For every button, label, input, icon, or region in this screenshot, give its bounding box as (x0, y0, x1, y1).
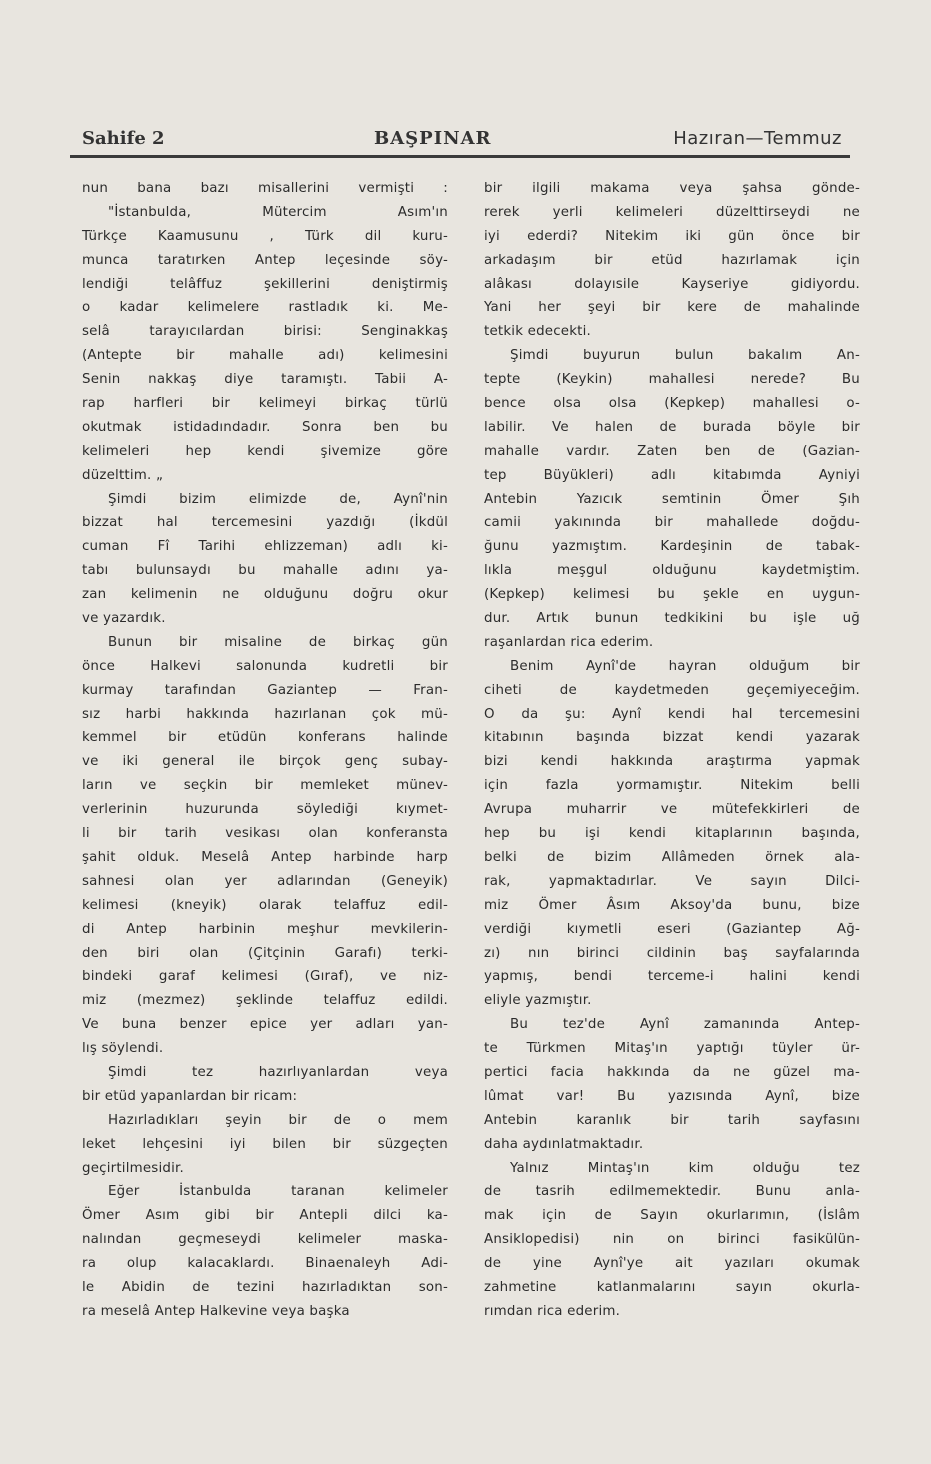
text-line: cuman Fî Tarihi ehlizzeman) adlı ki- (82, 539, 448, 555)
text-line: kemmel bir etüdün konferans halinde (82, 730, 448, 746)
text-line: nalından geçmeseydi kelimeler maska- (82, 1232, 448, 1248)
issue-date: Hazıran—Temmuz (673, 128, 842, 149)
text-line: tetkik edecekti. (484, 324, 591, 340)
text-line: arkadaşım bir etüd hazırlamak için (484, 252, 860, 268)
header-rule (70, 155, 850, 158)
text-line: (Kepkep) kelimesi bu şekle en uygun- (484, 587, 860, 603)
page-header (82, 128, 842, 154)
text-line: Ömer Asım gibi bir Antepli dilci ka- (82, 1208, 448, 1224)
text-line: o kadar kelimelere rastladık ki. Me- (82, 300, 448, 316)
text-line: Hazırladıkları şeyin bir de o mem (108, 1112, 448, 1128)
text-line: önce Halkevi salonunda kudretli bir (82, 658, 448, 674)
text-line: di Antep harbinin meşhur mevkilerin- (82, 921, 448, 937)
text-line: te Türkmen Mitaş'ın yaptığı tüyler ür- (484, 1041, 860, 1057)
text-line: zan kelimenin ne olduğunu doğru okur (82, 587, 448, 603)
text-line: O da şu: Aynî kendi hal tercemesini (484, 706, 860, 722)
text-line: ciheti de kaydetmeden geçemiyeceğim. (484, 682, 860, 698)
text-line: Ve buna benzer epice yer adları yan- (82, 1017, 448, 1033)
text-line: kelimesi (kneyik) olarak telaffuz edil- (82, 897, 448, 913)
text-line: nun bana bazı misallerini vermişti : (82, 181, 448, 196)
text-line: lendiği telâffuz şekillerini deniştirmiş (82, 276, 448, 292)
text-line: belki de bizim Allâmeden örnek ala- (484, 849, 860, 865)
text-line: munca taratırken Antep leçesinde söy- (82, 252, 448, 268)
text-line: Şimdi tez hazırlıyanlardan veya (108, 1064, 448, 1080)
text-line: bizzat hal tercemesini yazdığı (İkdül (82, 515, 448, 531)
text-line: raşanlardan rica ederim. (484, 634, 654, 650)
text-line: lıkla meşgul olduğunu kaydetmiştim. (484, 563, 860, 579)
right-column (484, 177, 860, 1324)
text-line: kitabının başında bizzat kendi yazarak (484, 730, 860, 746)
text-line: tepte (Keykin) mahallesi nerede? Bu (484, 372, 860, 388)
text-line: li bir tarih vesikası olan konferansta (82, 826, 448, 842)
text-line: Şimdi bizim elimizde de, Aynî'nin (108, 491, 448, 507)
text-line: den biri olan (Çitçinin Garafı) terki- (82, 945, 448, 961)
text-line: yapmış, bendi terceme-i halini kendi (484, 969, 860, 985)
text-line: Yalnız Mintaş'ın kim olduğu tez (510, 1160, 860, 1176)
text-line: için fazla yormamıştır. Nitekim belli (484, 778, 860, 794)
text-line: geçirtilmesidir. (82, 1160, 184, 1176)
text-line: Benim Aynî'de hayran olduğum bir (510, 658, 860, 674)
text-line: bizi kendi hakkında araştırma yapmak (484, 754, 860, 770)
text-line: Antebin Yazıcık semtinin Ömer Şıh (484, 491, 860, 507)
text-line: Yani her şeyi bir kere de mahalinde (484, 300, 860, 316)
text-line: sahnesi olan yer adlarından (Geneyik) (82, 873, 448, 889)
text-line: miz Ömer Âsım Aksoy'da bunu, bize (484, 897, 860, 913)
text-line: tep Büyükleri) adlı kitabımda Ayniyi (484, 467, 860, 483)
text-line: "İstanbulda, Mütercim Asım'ın (108, 204, 448, 220)
text-line: pertici facia hakkında da ne güzel ma- (484, 1064, 860, 1080)
text-line: Şimdi buyurun bulun bakalım An- (510, 348, 860, 364)
text-line: verdiği kıymetli eseri (Gaziantep Ağ- (484, 921, 860, 937)
text-line: mak için de Sayın okurlarımın, (İslâm (484, 1208, 860, 1224)
text-line: ra olup kalacaklardı. Binaenaleyh Adi- (82, 1256, 448, 1272)
text-line: lûmat var! Bu yazısında Aynî, bize (484, 1088, 860, 1104)
text-line: Bunun bir misaline de birkaç gün (108, 634, 448, 650)
text-line: rak, yapmaktadırlar. Ve sayın Dilci- (484, 873, 860, 889)
text-line: okutmak istidadındadır. Sonra ben bu (82, 419, 448, 435)
text-line: bence olsa olsa (Kepkep) mahallesi o- (484, 396, 860, 412)
text-line: bir ilgili makama veya şahsa gönde- (484, 181, 860, 196)
text-line: rap harfleri bir kelimeyi birkaç türlü (82, 396, 448, 412)
text-line: kurmay tarafından Gaziantep — Fran- (82, 682, 448, 698)
text-line: ğunu yazmıştım. Kardeşinin de tabak- (484, 539, 860, 555)
text-line: (Antepte bir mahalle adı) kelimesini (82, 348, 448, 364)
text-line: miz (mezmez) şeklinde telaffuz edildi. (82, 993, 448, 1009)
text-line: ların ve seçkin bir memleket münev- (82, 778, 448, 794)
text-line: rımdan rica ederim. (484, 1303, 621, 1319)
text-line: düzelttim. „ (82, 467, 164, 483)
text-line: Bu tez'de Aynî zamanında Antep- (510, 1017, 860, 1033)
text-line: ra meselâ Antep Halkevine veya başka (82, 1303, 350, 1319)
text-line: Türkçe Kaamusunu , Türk dil kuru- (82, 228, 448, 244)
text-line: selâ tarayıcılardan birisi: Senginakkaş (82, 324, 448, 340)
text-line: Ansiklopedisi) nin on birinci fasikülün- (484, 1232, 860, 1248)
text-line: dur. Artık bunun tedkikini bu işle uğ (484, 611, 860, 627)
text-line: zahmetine katlanmalarını sayın okurla- (484, 1279, 860, 1295)
text-line: Antebin karanlık bir tarih sayfasını (484, 1112, 860, 1128)
text-line: de tasrih edilmemektedir. Bunu anla- (484, 1184, 860, 1200)
text-line: zı) nın birinci cildinin baş sayfalarında (484, 945, 860, 961)
text-line: Senin nakkaş diye taramıştı. Tabii A- (82, 372, 448, 388)
text-line: eliyle yazmıştır. (484, 993, 592, 1009)
text-line: rerek yerli kelimeleri düzelttirseydi ne (484, 204, 860, 220)
text-line: Avrupa muharrir ve mütefekkirleri de (484, 802, 860, 818)
text-line: kelimeleri hep kendi şivemize göre (82, 443, 448, 459)
text-line: sız harbi hakkında hazırlanan çok mü- (82, 706, 448, 722)
text-line: bindeki garaf kelimesi (Gıraf), ve niz- (82, 969, 448, 985)
text-line: camii yakınında bir mahallede doğdu- (484, 515, 860, 531)
text-line: daha aydınlatmaktadır. (484, 1136, 644, 1152)
text-line: hep bu işi kendi kitaplarının başında, (484, 826, 860, 842)
text-line: şahit olduk. Meselâ Antep harbinde harp (82, 849, 448, 865)
text-line: lış söylendi. (82, 1041, 164, 1057)
text-line: verlerinin huzurunda söylediği kıymet- (82, 802, 448, 818)
text-line: leket lehçesini iyi bilen bir süzgeçten (82, 1136, 448, 1152)
text-line: labilir. Ve halen de burada böyle bir (484, 419, 860, 435)
page-number: Sahife 2 (82, 128, 165, 149)
newspaper-title: BAŞPINAR (374, 128, 492, 149)
text-line: de yine Aynî'ye ait yazıları okumak (484, 1256, 860, 1272)
text-line: ve iki general ile birçok genç subay- (82, 754, 448, 770)
text-line: ve yazardık. (82, 611, 166, 627)
text-line: bir etüd yapanlardan bir ricam: (82, 1088, 298, 1104)
text-line: Eğer İstanbulda taranan kelimeler (108, 1184, 448, 1200)
text-line: le Abidin de tezini hazırladıktan son- (82, 1279, 448, 1295)
text-line: alâkası dolayısile Kayseriye gidiyordu. (484, 276, 860, 292)
left-column (82, 177, 448, 1324)
text-line: iyi ederdi? Nitekim iki gün önce bir (484, 228, 860, 244)
text-line: tabı bulunsaydı bu mahalle adını ya- (82, 563, 448, 579)
text-line: mahalle vardır. Zaten ben de (Gazian- (484, 443, 860, 459)
